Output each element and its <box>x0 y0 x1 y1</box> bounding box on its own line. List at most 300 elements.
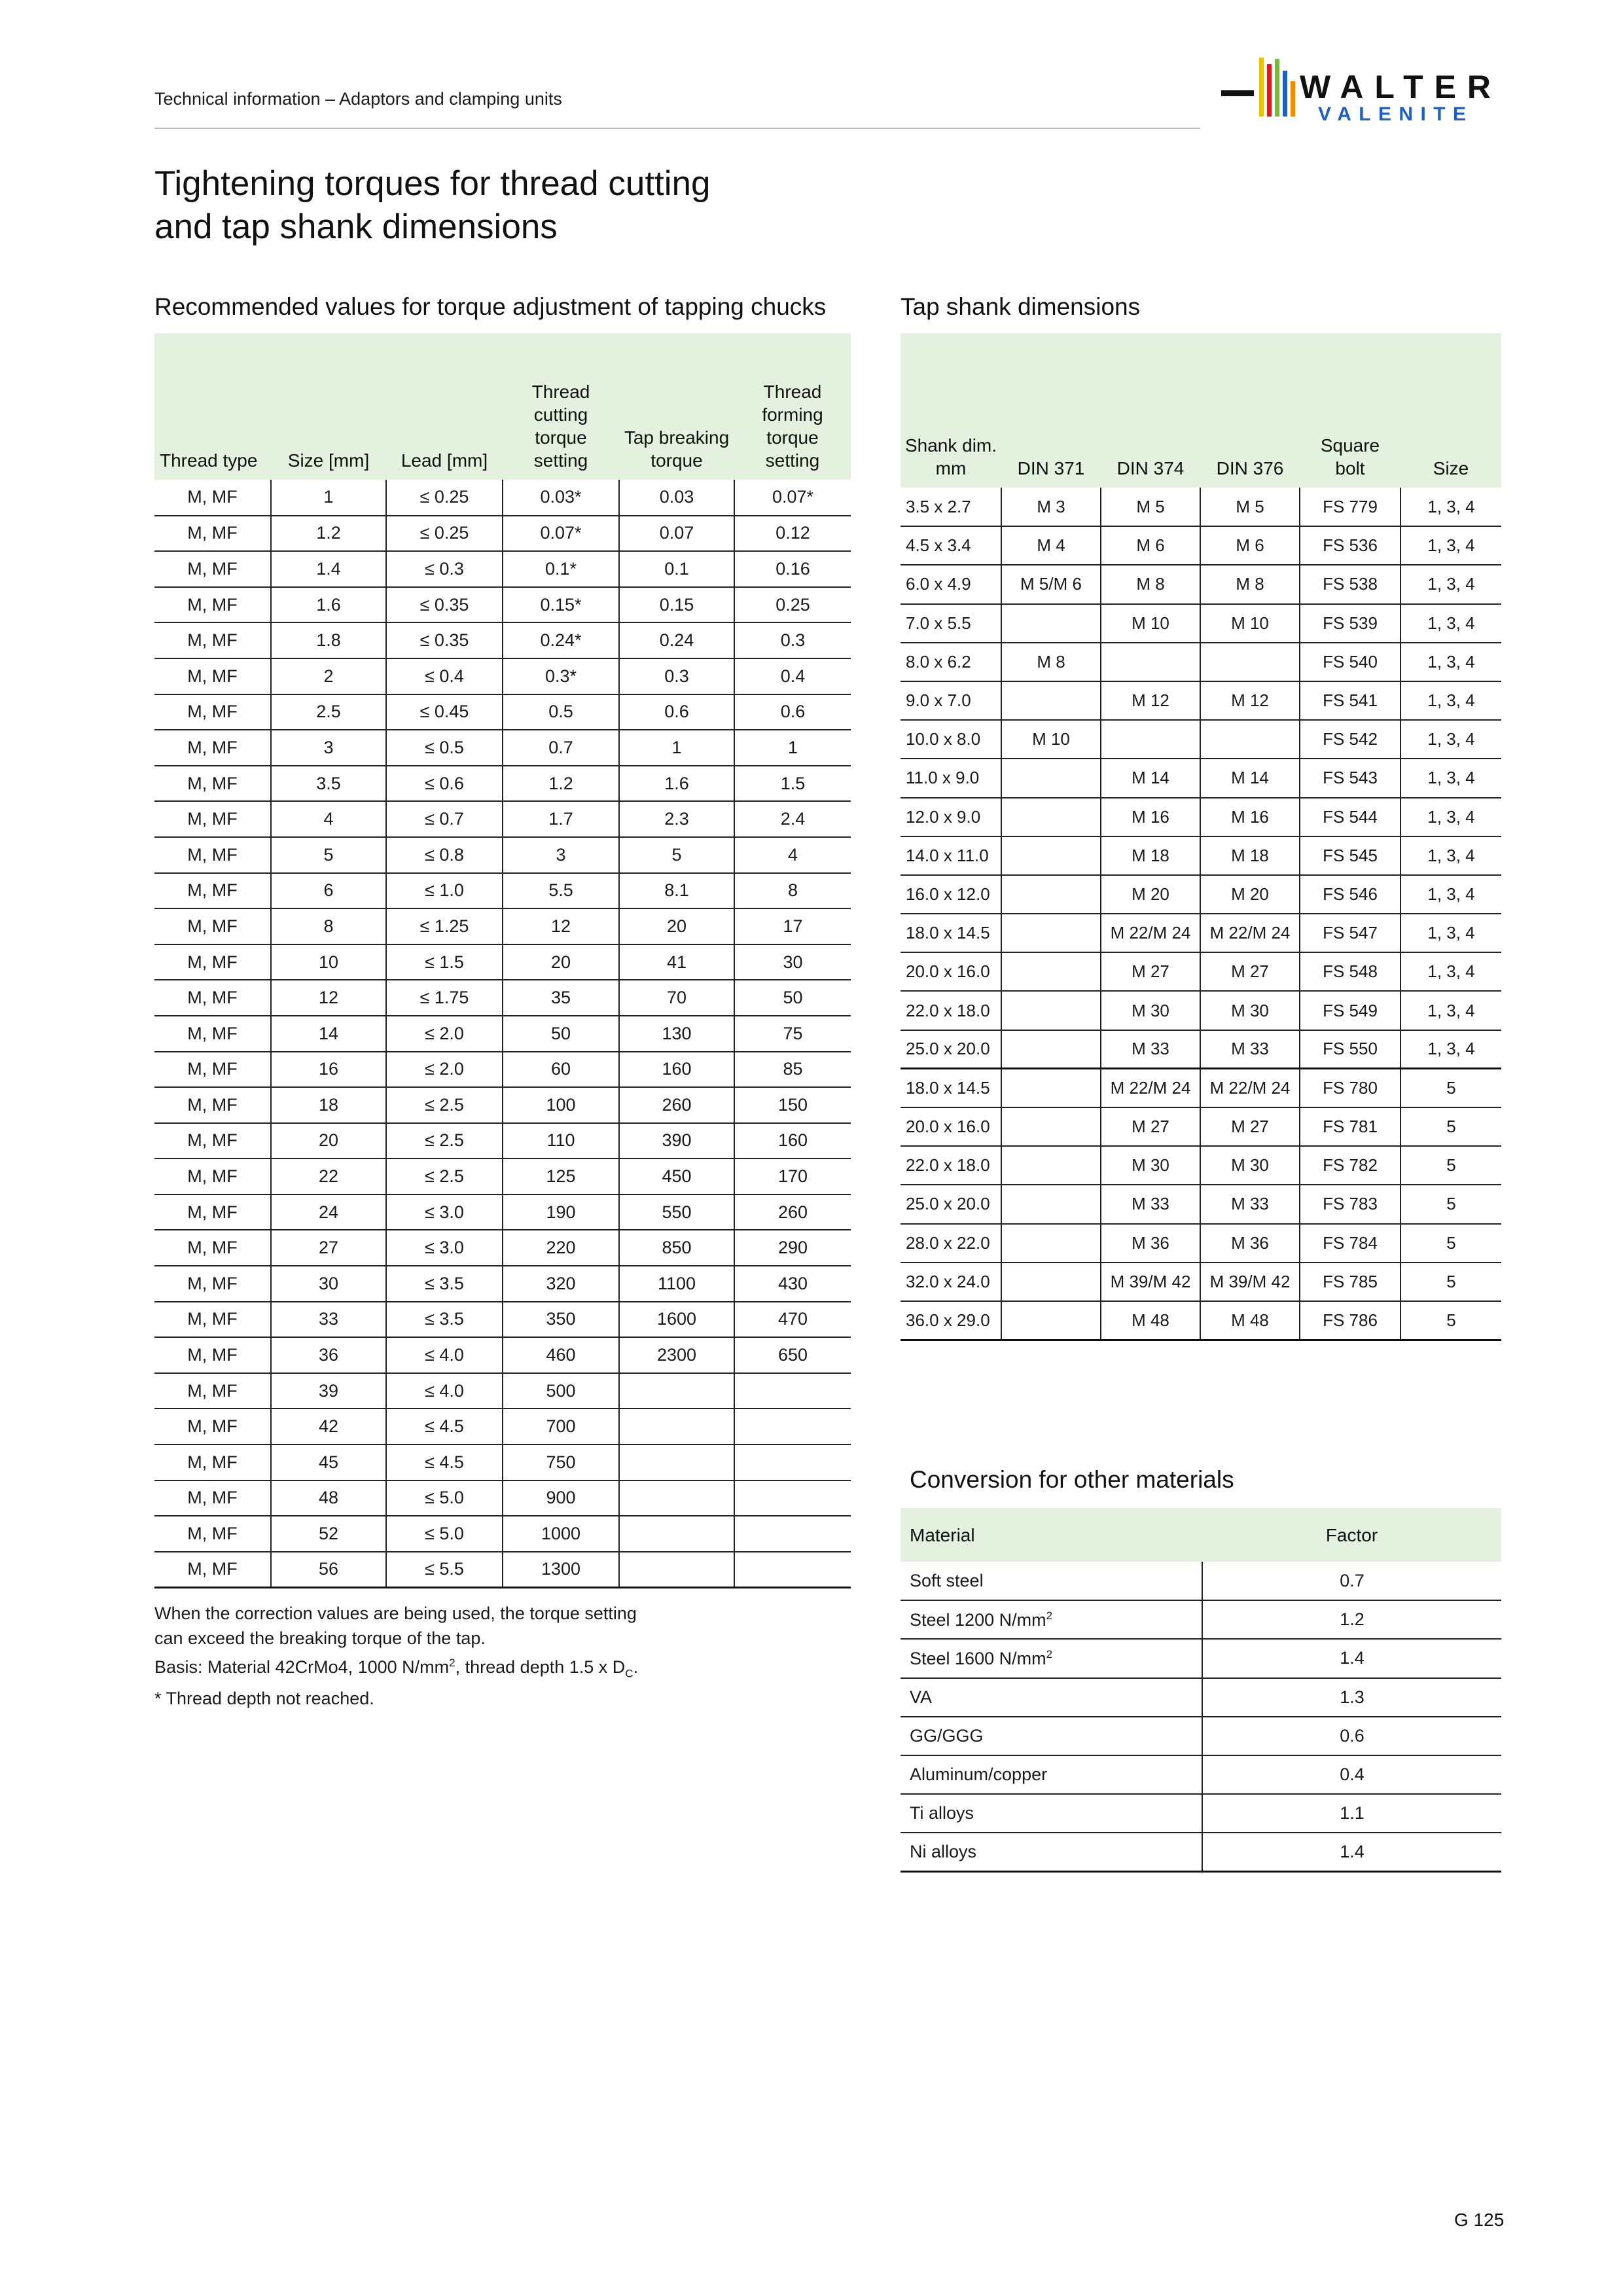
torque-table-cell: M, MF <box>154 1373 271 1409</box>
shank-table-row <box>901 1224 1501 1263</box>
material-name: Ni alloys <box>910 1842 977 1862</box>
shank-table-row <box>901 991 1501 1030</box>
torque-table-cell <box>619 1444 734 1480</box>
shank-table-cell: 1, 3, 4 <box>1400 759 1501 797</box>
shank-table-cell: M 5 <box>1101 488 1200 526</box>
torque-table-cell: ≤ 0.7 <box>386 801 503 837</box>
torque-table-cell: 1100 <box>619 1266 734 1302</box>
torque-table-cell: M, MF <box>154 1052 271 1088</box>
torque-table-cell: 1300 <box>503 1552 619 1588</box>
torque-table-cell: 650 <box>734 1337 851 1373</box>
shank-table-cell: M 5/M 6 <box>1001 565 1101 603</box>
shank-table-cell: 12.0 x 9.0 <box>901 798 1001 836</box>
torque-table-cell: 1.2 <box>503 766 619 802</box>
shank-table-cell: M 39/M 42 <box>1200 1263 1300 1301</box>
conversion-table-row <box>901 1717 1501 1755</box>
conversion-factor-cell: 0.4 <box>1202 1755 1501 1794</box>
shank-table-cell: FS 784 <box>1300 1224 1400 1263</box>
shank-table-cell: M 3 <box>1001 488 1101 526</box>
torque-table-cell: ≤ 0.4 <box>386 658 503 694</box>
shank-table-cell: 5 <box>1400 1301 1501 1340</box>
shank-table-cell: FS 549 <box>1300 991 1400 1030</box>
page-title-line-1: Tightening torques for thread cutting <box>154 164 711 203</box>
torque-table-cell: ≤ 1.75 <box>386 980 503 1016</box>
torque-table-cell: 0.07* <box>734 480 851 516</box>
conversion-header-material: Material <box>901 1508 1202 1562</box>
page-title-line-2: and tap shank dimensions <box>154 207 558 246</box>
torque-table-cell: 1 <box>271 480 386 516</box>
torque-table-cell: 0.6 <box>619 694 734 730</box>
torque-table-row <box>154 1552 851 1588</box>
torque-table-cell: 20 <box>503 944 619 980</box>
torque-table-cell: 42 <box>271 1408 386 1444</box>
shank-table-row <box>901 1146 1501 1185</box>
torque-table-cell: 5 <box>619 837 734 873</box>
torque-table-cell: ≤ 3.0 <box>386 1230 503 1266</box>
torque-table-cell: 1000 <box>503 1516 619 1552</box>
torque-table-cell: 0.15* <box>503 587 619 623</box>
conversion-table-row <box>901 1678 1501 1717</box>
torque-table-cell: 0.3 <box>619 658 734 694</box>
torque-table-cell: 30 <box>734 944 851 980</box>
torque-table-row <box>154 551 851 587</box>
shank-table-cell: M 27 <box>1101 1107 1200 1146</box>
conversion-material-cell <box>901 1678 1202 1717</box>
torque-table-row <box>154 516 851 552</box>
shank-table-row <box>901 1030 1501 1069</box>
footnote-depth-text: , thread depth 1.5 x D <box>455 1657 626 1677</box>
torque-table-cell: M, MF <box>154 1302 271 1338</box>
shank-table-cell: 1, 3, 4 <box>1400 565 1501 603</box>
shank-table-cell <box>1001 836 1101 875</box>
torque-table-cell: ≤ 5.5 <box>386 1552 503 1588</box>
shank-table-cell: 5 <box>1400 1224 1501 1263</box>
torque-table-cell: 52 <box>271 1516 386 1552</box>
torque-table-cell: 56 <box>271 1552 386 1588</box>
material-name: GG/GGG <box>910 1725 984 1746</box>
torque-table-cell: ≤ 2.0 <box>386 1016 503 1052</box>
footnote-basis-text: Basis: Material 42CrMo4, 1000 N/mm <box>154 1657 450 1677</box>
running-header: Technical information – Adaptors and clamping units <box>154 89 562 109</box>
torque-table-cell: 450 <box>619 1158 734 1194</box>
torque-table-cell: 8.1 <box>619 873 734 909</box>
torque-table-cell: 70 <box>619 980 734 1016</box>
shank-table-cell: 6.0 x 4.9 <box>901 565 1001 603</box>
shank-table-cell <box>1101 720 1200 759</box>
shank-table-row <box>901 952 1501 991</box>
shank-table-cell <box>1001 1185 1101 1223</box>
footnote-line-3 <box>154 1651 874 1686</box>
torque-table-cell: 36 <box>271 1337 386 1373</box>
shank-table-cell: M 10 <box>1101 604 1200 643</box>
torque-table-cell: M, MF <box>154 730 271 766</box>
shank-table-row <box>901 1301 1501 1340</box>
torque-table-cell <box>734 1408 851 1444</box>
torque-table-cell: ≤ 2.0 <box>386 1052 503 1088</box>
material-name: Soft steel <box>910 1570 984 1590</box>
shank-table-cell: M 14 <box>1101 759 1200 797</box>
torque-table-cell: 2.4 <box>734 801 851 837</box>
torque-table-cell: M, MF <box>154 1552 271 1588</box>
shank-table-cell: FS 546 <box>1300 875 1400 914</box>
shank-table-cell: FS 538 <box>1300 565 1400 603</box>
torque-table-cell: 0.24 <box>619 622 734 658</box>
shank-table-cell: M 33 <box>1101 1030 1200 1069</box>
conversion-material-cell <box>901 1794 1202 1833</box>
torque-table-cell: M, MF <box>154 908 271 944</box>
torque-table-row <box>154 766 851 802</box>
conversion-table-row <box>901 1600 1501 1639</box>
shank-table-cell: M 6 <box>1101 526 1200 565</box>
material-name: VA <box>910 1687 933 1707</box>
torque-table-cell: 20 <box>271 1123 386 1159</box>
torque-table-cell: ≤ 4.0 <box>386 1337 503 1373</box>
shank-table-row <box>901 798 1501 836</box>
shank-table-cell: 5 <box>1400 1107 1501 1146</box>
shank-table-cell: FS 545 <box>1300 836 1400 875</box>
material-unit-superscript: 2 <box>1046 1609 1053 1622</box>
torque-table-header <box>154 333 851 480</box>
shank-table-cell <box>1001 1146 1101 1185</box>
shank-table-cell: M 8 <box>1200 565 1300 603</box>
shank-table-cell: M 48 <box>1200 1301 1300 1340</box>
shank-header-cell: Size <box>1400 333 1501 488</box>
shank-table-cell: M 27 <box>1200 952 1300 991</box>
shank-table-cell: 9.0 x 7.0 <box>901 681 1001 720</box>
torque-table-cell: 33 <box>271 1302 386 1338</box>
torque-table-cell: ≤ 3.0 <box>386 1194 503 1230</box>
torque-table-cell: ≤ 1.25 <box>386 908 503 944</box>
shank-table-cell: 16.0 x 12.0 <box>901 875 1001 914</box>
footnote-dc-subscript: C <box>625 1667 633 1680</box>
torque-table-cell: 17 <box>734 908 851 944</box>
torque-table-cell: 0.1* <box>503 551 619 587</box>
torque-table-cell: M, MF <box>154 1123 271 1159</box>
shank-table-row <box>901 565 1501 603</box>
torque-table-cell: 0.4 <box>734 658 851 694</box>
shank-table-cell: 1, 3, 4 <box>1400 875 1501 914</box>
shank-table-cell: FS 542 <box>1300 720 1400 759</box>
shank-table-cell: FS 786 <box>1300 1301 1400 1340</box>
torque-table-cell: 75 <box>734 1016 851 1052</box>
torque-table-cell: 2.5 <box>271 694 386 730</box>
torque-table-cell: ≤ 0.25 <box>386 480 503 516</box>
torque-table-cell: 1.4 <box>271 551 386 587</box>
torque-table-cell: ≤ 4.5 <box>386 1444 503 1480</box>
shank-table-cell: 25.0 x 20.0 <box>901 1030 1001 1069</box>
torque-table-row <box>154 730 851 766</box>
shank-table-header <box>901 333 1501 488</box>
torque-table-cell <box>734 1444 851 1480</box>
torque-table <box>154 333 851 1588</box>
material-name: Steel 1200 N/mm <box>910 1609 1046 1630</box>
torque-table-cell: ≤ 4.5 <box>386 1408 503 1444</box>
torque-table-cell: M, MF <box>154 1266 271 1302</box>
torque-table-cell: 0.25 <box>734 587 851 623</box>
conversion-table-row <box>901 1833 1501 1871</box>
torque-section-title: Recommended values for torque adjustment of tapping chucks <box>154 293 827 320</box>
torque-table-cell: 12 <box>271 980 386 1016</box>
shank-header-cell: DIN 374 <box>1101 333 1200 488</box>
conversion-table-row <box>901 1755 1501 1794</box>
torque-table-cell: M, MF <box>154 694 271 730</box>
shank-table-body <box>901 488 1501 1340</box>
shank-table-cell: M 14 <box>1200 759 1300 797</box>
torque-table-cell: M, MF <box>154 587 271 623</box>
torque-table-cell: 750 <box>503 1444 619 1480</box>
torque-table-cell: 0.3 <box>734 622 851 658</box>
torque-table-cell: 1.2 <box>271 516 386 552</box>
shank-table-cell: 22.0 x 18.0 <box>901 991 1001 1030</box>
torque-table-cell: 0.03 <box>619 480 734 516</box>
torque-table-row <box>154 622 851 658</box>
torque-table-cell: M, MF <box>154 1230 271 1266</box>
shank-table-cell: M 30 <box>1200 991 1300 1030</box>
shank-table-cell: FS 547 <box>1300 914 1400 952</box>
torque-table-cell: 3 <box>271 730 386 766</box>
shank-table-cell: 20.0 x 16.0 <box>901 952 1001 991</box>
torque-table-cell <box>734 1552 851 1588</box>
shank-table-row <box>901 1185 1501 1223</box>
torque-table-cell: M, MF <box>154 944 271 980</box>
torque-table-row <box>154 658 851 694</box>
shank-table-cell <box>1001 759 1101 797</box>
torque-table-cell: ≤ 0.8 <box>386 837 503 873</box>
shank-table-cell: M 33 <box>1101 1185 1200 1223</box>
shank-table-cell: M 27 <box>1200 1107 1300 1146</box>
torque-table-cell: 1.6 <box>271 587 386 623</box>
shank-table-cell: 1, 3, 4 <box>1400 952 1501 991</box>
shank-table-cell: M 12 <box>1101 681 1200 720</box>
torque-table-cell: 2.3 <box>619 801 734 837</box>
material-name: Steel 1600 N/mm <box>910 1648 1046 1668</box>
shank-table-cell: 1, 3, 4 <box>1400 1030 1501 1069</box>
torque-table-row <box>154 837 851 873</box>
torque-table-cell: 1 <box>734 730 851 766</box>
torque-table-cell: M, MF <box>154 873 271 909</box>
shank-table-row <box>901 604 1501 643</box>
torque-table-cell <box>734 1516 851 1552</box>
torque-table-cell: 4 <box>271 801 386 837</box>
torque-table-row <box>154 1302 851 1338</box>
shank-table-cell: FS 540 <box>1300 643 1400 681</box>
conversion-factor-cell: 1.4 <box>1202 1833 1501 1871</box>
shank-table-cell: 7.0 x 5.5 <box>901 604 1001 643</box>
torque-table-row <box>154 1087 851 1123</box>
shank-header-cell: Square bolt <box>1300 333 1400 488</box>
torque-table-cell: 160 <box>734 1123 851 1159</box>
shank-table-cell: FS 780 <box>1300 1069 1400 1107</box>
conversion-factor-cell: 0.7 <box>1202 1562 1501 1600</box>
torque-table-body <box>154 480 851 1587</box>
torque-table-cell: M, MF <box>154 1480 271 1516</box>
shank-table-cell: FS 544 <box>1300 798 1400 836</box>
shank-table-cell: 4.5 x 3.4 <box>901 526 1001 565</box>
page-title <box>154 162 940 249</box>
torque-table-cell: 3 <box>503 837 619 873</box>
torque-table-cell: 5 <box>271 837 386 873</box>
torque-header-cell: Lead [mm] <box>386 333 503 480</box>
torque-table-cell: 60 <box>503 1052 619 1088</box>
conversion-table-row <box>901 1639 1501 1677</box>
torque-table-cell: 125 <box>503 1158 619 1194</box>
torque-table-cell: ≤ 5.0 <box>386 1480 503 1516</box>
shank-header-cell: DIN 371 <box>1001 333 1101 488</box>
walter-valenite-logo <box>1221 56 1496 128</box>
footnote-line-4: * Thread depth not reached. <box>154 1689 374 1709</box>
shank-table-cell: 1, 3, 4 <box>1400 914 1501 952</box>
conversion-table-row <box>901 1794 1501 1833</box>
torque-table-cell: ≤ 3.5 <box>386 1302 503 1338</box>
shank-table-cell: 1, 3, 4 <box>1400 720 1501 759</box>
torque-table-cell: ≤ 5.0 <box>386 1516 503 1552</box>
shank-table-cell: 18.0 x 14.5 <box>901 914 1001 952</box>
shank-table-cell: FS 550 <box>1300 1030 1400 1069</box>
torque-table-cell <box>619 1552 734 1588</box>
torque-table-cell: 150 <box>734 1087 851 1123</box>
conversion-material-cell <box>901 1755 1202 1794</box>
torque-table-cell: 2 <box>271 658 386 694</box>
shank-table-cell: M 30 <box>1101 1146 1200 1185</box>
shank-table-cell: M 20 <box>1200 875 1300 914</box>
torque-table-cell: 1.8 <box>271 622 386 658</box>
conversion-factor-cell: 1.3 <box>1202 1678 1501 1717</box>
torque-table-cell: M, MF <box>154 658 271 694</box>
torque-table-cell: M, MF <box>154 980 271 1016</box>
torque-table-cell: 0.16 <box>734 551 851 587</box>
torque-table-cell: 0.3* <box>503 658 619 694</box>
shank-table-cell: 10.0 x 8.0 <box>901 720 1001 759</box>
shank-table-cell: M 36 <box>1101 1224 1200 1263</box>
logo-walter-text: WALTER <box>1300 69 1491 105</box>
conversion-table-row <box>901 1562 1501 1600</box>
material-name: Aluminum/copper <box>910 1765 1048 1785</box>
shank-table-row <box>901 1107 1501 1146</box>
material-name: Ti alloys <box>910 1803 974 1823</box>
shank-table-cell <box>1200 643 1300 681</box>
shank-table-cell: 14.0 x 11.0 <box>901 836 1001 875</box>
torque-table-cell: 290 <box>734 1230 851 1266</box>
torque-table-cell: 0.5 <box>503 694 619 730</box>
shank-table-cell: 11.0 x 9.0 <box>901 759 1001 797</box>
shank-table-cell: 25.0 x 20.0 <box>901 1185 1001 1223</box>
shank-section-title: Tap shank dimensions <box>901 293 1141 320</box>
torque-table-cell: 0.03* <box>503 480 619 516</box>
torque-table-row <box>154 873 851 909</box>
torque-table-cell: ≤ 0.35 <box>386 587 503 623</box>
torque-table-cell: 470 <box>734 1302 851 1338</box>
shank-table-cell: FS 783 <box>1300 1185 1400 1223</box>
torque-header-cell: Tap breaking torque <box>619 333 734 480</box>
torque-table-cell: M, MF <box>154 1444 271 1480</box>
shank-table-row <box>901 526 1501 565</box>
conversion-material-cell <box>901 1717 1202 1755</box>
torque-table-cell: M, MF <box>154 516 271 552</box>
torque-table-cell: ≤ 2.5 <box>386 1123 503 1159</box>
torque-table-cell: 460 <box>503 1337 619 1373</box>
torque-table-cell: 500 <box>503 1373 619 1409</box>
shank-table-row <box>901 681 1501 720</box>
torque-table-cell: 850 <box>619 1230 734 1266</box>
torque-table-cell: 8 <box>271 908 386 944</box>
material-unit-superscript: 2 <box>1046 1647 1053 1660</box>
torque-table-cell: 1600 <box>619 1302 734 1338</box>
shank-table-cell: 1, 3, 4 <box>1400 526 1501 565</box>
torque-table-cell: 0.1 <box>619 551 734 587</box>
torque-table-cell: 27 <box>271 1230 386 1266</box>
torque-table-cell: 170 <box>734 1158 851 1194</box>
shank-table-cell: 18.0 x 14.5 <box>901 1069 1001 1107</box>
torque-table-cell: 260 <box>734 1194 851 1230</box>
shank-table-cell: FS 548 <box>1300 952 1400 991</box>
shank-table-cell: M 10 <box>1200 604 1300 643</box>
shank-table-cell: 5 <box>1400 1185 1501 1223</box>
torque-table-cell: 0.07 <box>619 516 734 552</box>
shank-table-cell: M 18 <box>1200 836 1300 875</box>
torque-table-row <box>154 944 851 980</box>
shank-table-cell: M 10 <box>1001 720 1101 759</box>
torque-table-cell: ≤ 1.5 <box>386 944 503 980</box>
shank-table-cell: M 48 <box>1101 1301 1200 1340</box>
torque-table-cell: 48 <box>271 1480 386 1516</box>
shank-table-cell: M 36 <box>1200 1224 1300 1263</box>
torque-table-cell: M, MF <box>154 1408 271 1444</box>
shank-table-cell: M 22/M 24 <box>1200 1069 1300 1107</box>
shank-table-cell: FS 779 <box>1300 488 1400 526</box>
torque-table-row <box>154 801 851 837</box>
torque-table-row <box>154 1337 851 1373</box>
torque-table-cell: 30 <box>271 1266 386 1302</box>
conversion-factor-cell: 0.6 <box>1202 1717 1501 1755</box>
torque-table-cell: 24 <box>271 1194 386 1230</box>
torque-table-row <box>154 1266 851 1302</box>
torque-table-cell <box>619 1516 734 1552</box>
shank-table-cell: 36.0 x 29.0 <box>901 1301 1001 1340</box>
torque-table-row <box>154 1016 851 1052</box>
shank-table-cell <box>1001 681 1101 720</box>
shank-table-cell <box>1001 914 1101 952</box>
torque-footnote <box>154 1601 874 1711</box>
torque-table-cell: 0.24* <box>503 622 619 658</box>
shank-table-row <box>901 914 1501 952</box>
torque-table-cell: 190 <box>503 1194 619 1230</box>
shank-table-cell: FS 539 <box>1300 604 1400 643</box>
torque-table-row <box>154 694 851 730</box>
shank-table-cell <box>1001 1030 1101 1069</box>
torque-table-cell: 260 <box>619 1087 734 1123</box>
shank-table-cell: M 33 <box>1200 1030 1300 1069</box>
conversion-material-cell <box>901 1600 1202 1639</box>
torque-table-cell: 18 <box>271 1087 386 1123</box>
shank-table-row <box>901 1263 1501 1301</box>
torque-table-row <box>154 1373 851 1409</box>
torque-table-row <box>154 1408 851 1444</box>
torque-table-cell: 39 <box>271 1373 386 1409</box>
conversion-table-body <box>901 1562 1501 1872</box>
torque-table-cell: 0.15 <box>619 587 734 623</box>
shank-table-cell: M 22/M 24 <box>1200 914 1300 952</box>
footnote-period: . <box>633 1657 639 1677</box>
shank-table-cell: M 16 <box>1101 798 1200 836</box>
shank-table-row <box>901 759 1501 797</box>
torque-table-cell: 0.6 <box>734 694 851 730</box>
torque-table-cell: 550 <box>619 1194 734 1230</box>
torque-table-cell <box>734 1373 851 1409</box>
shank-table-cell: M 27 <box>1101 952 1200 991</box>
shank-table-cell: M 16 <box>1200 798 1300 836</box>
torque-table-cell: M, MF <box>154 1337 271 1373</box>
torque-table-row <box>154 1480 851 1516</box>
